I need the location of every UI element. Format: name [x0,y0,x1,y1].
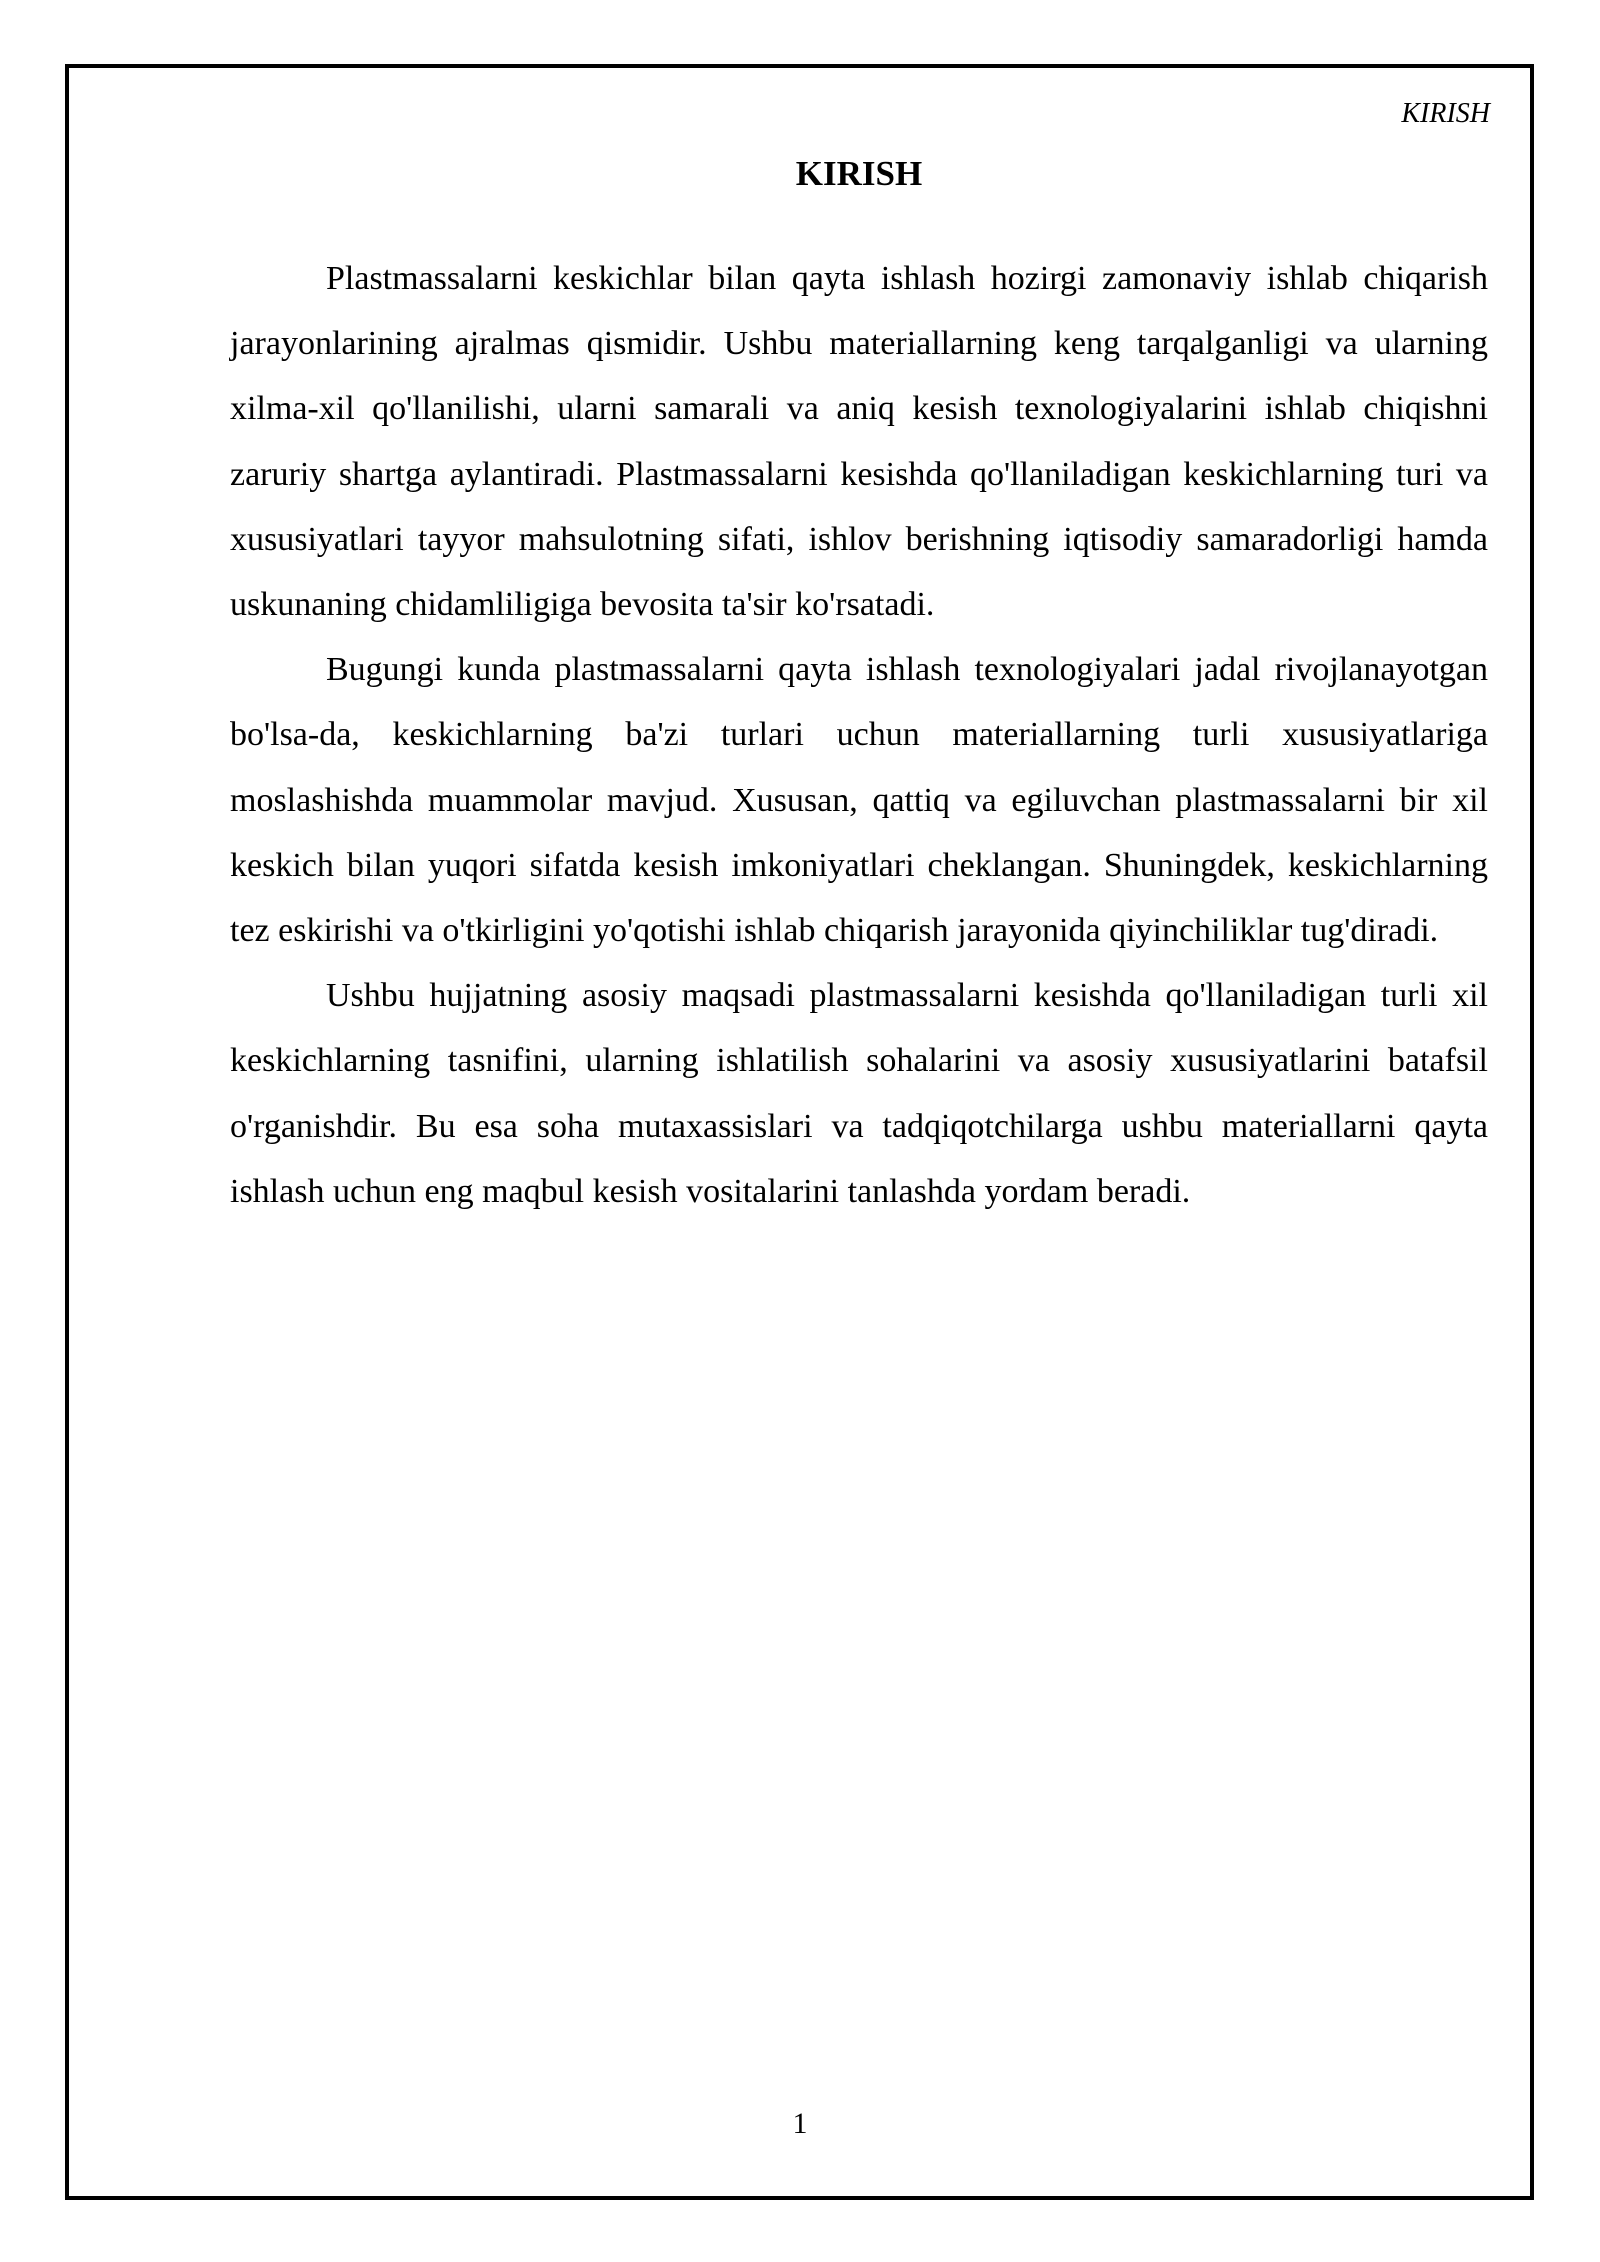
running-header: KIRISH [1401,98,1490,129]
page-title: KIRISH [795,154,923,193]
paragraph-2: Bugungi kunda plastmassalarni qayta ishlash texnologiyalari jadal rivojlanayotgan bo'lsa-da, keskichlarning ba'zi turlari uchun materiallarning turli xususiyatlariga moslashishda muammolar mavjud. Xususan, qattiq va egiluvchan plastmassalarni bir xil keskich bilan yuqori sifatda kesish imkoniyatlari cheklangan. Shuningdek, keskichlarning tez eskirishi va o'tkirligini yo'qotishi ishlab chiqarish jarayonida qiyinchiliklar tug'diradi. [230,651,1488,950]
paragraph-1: Plastmassalarni keskichlar bilan qayta ishlash hozirgi zamonaviy ishlab chiqarish jarayonlarining ajralmas qismidir. Ushbu materiallarning keng tarqalganligi va ularning xilma-xil qo'llanilishi, ularni samarali va aniq kesish texnologiyalarini ishlab chiqishni zaruriy shartga aylantiradi. Plastmassalarni kesishda qo'llaniladigan keskichlarning turi va xususiyatlari tayyor mahsulotning sifati, ishlov berishning iqtisodiy samaradorligi hamda uskunaning chidamliligiga bevosita ta'sir ko'rsatadi. [230,260,1488,624]
paragraph-3: Ushbu hujjatning asosiy maqsadi plastmassalarni kesishda qo'llaniladigan turli xil keskichlarning tasnifini, ularning ishlatilish sohalarini va asosiy xususiyatlarini batafsil o'rganishdir. Bu esa soha mutaxassislari va tadqiqotchilarga ushbu materiallarni qayta ishlash uchun eng maqbul kesish vositalarini tanlashda yordam beradi. [230,977,1488,1210]
body-text [230,246,1488,1224]
page-number: 1 [792,2107,808,2140]
